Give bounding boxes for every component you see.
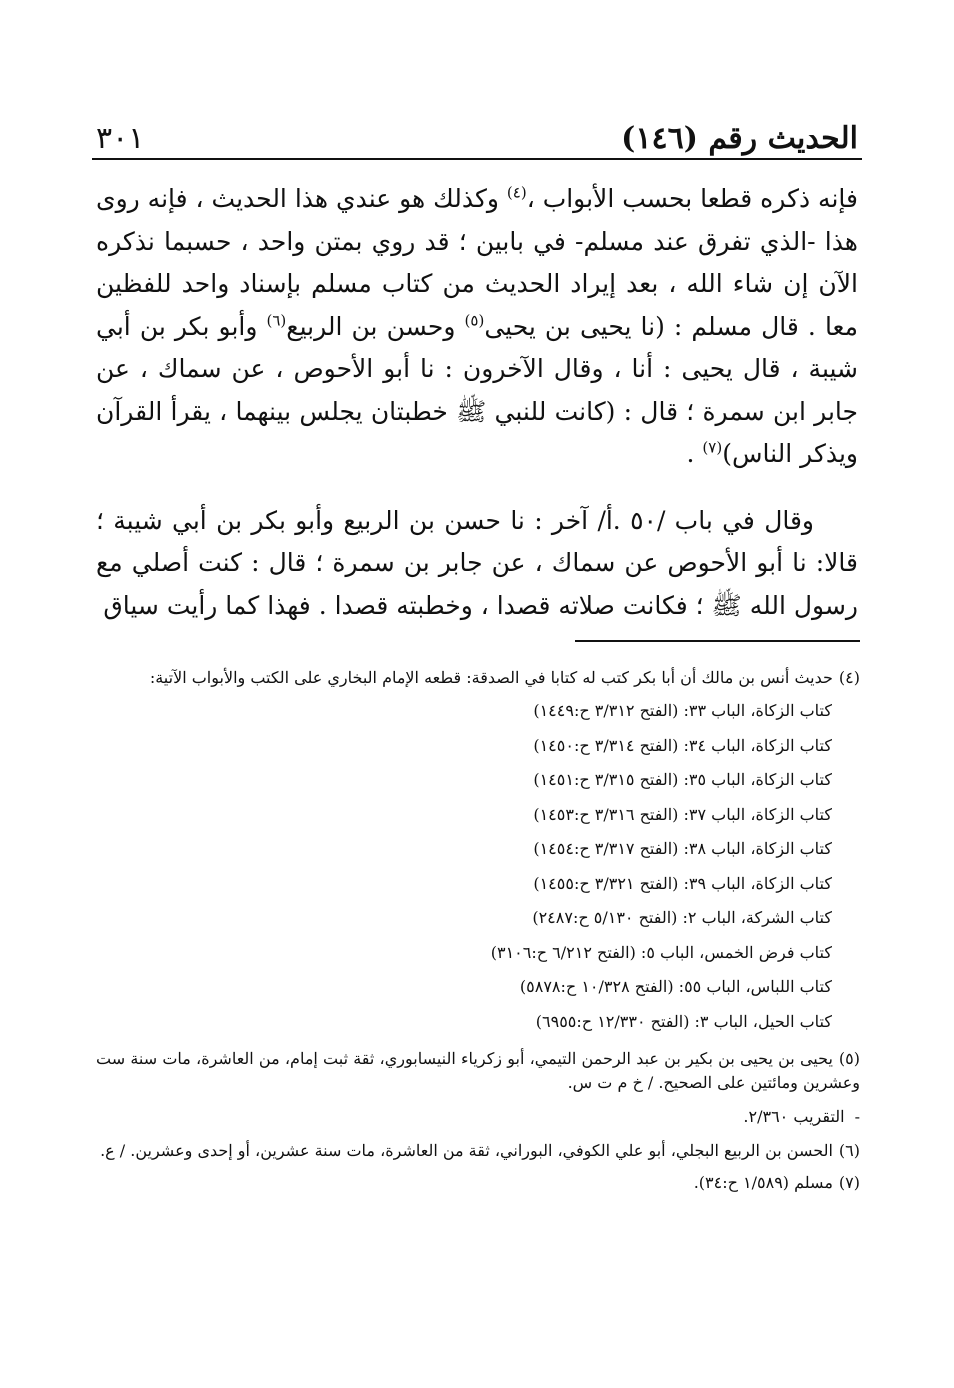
list-item: كتاب الزكاة، الباب ٣٧: (الفتح ٣/٣١٦ ح:١٤٥٣) <box>533 804 832 824</box>
footnote-text: مسلم (١/٥٨٩ ح:٣٤). <box>693 1173 833 1192</box>
footnote-5-source <box>96 1103 860 1131</box>
footnote-ref-6[interactable]: (٦) <box>266 311 287 330</box>
page-header <box>96 106 858 156</box>
footnote-number: (٧) <box>838 1173 860 1192</box>
footnotes <box>96 666 860 1203</box>
footnote-ref-5[interactable]: (٥) <box>464 311 485 330</box>
list-item: كتاب الحيل، الباب ٣: (الفتح ١٢/٣٣٠ ح:٦٩٥٥) <box>535 1011 832 1031</box>
list-item: كتاب الزكاة، الباب ٣٤: (الفتح ٣/٣١٤ ح:١٤٥٠) <box>533 735 832 755</box>
list-item: كتاب اللباس، الباب ٥٥: (الفتح ١٠/٣٢٨ ح:٥٨٧٨) <box>519 977 832 996</box>
text-run: وحسن بن الربيع <box>286 311 465 341</box>
page-number: ٣٠١ <box>96 121 145 156</box>
paragraph-2: وقال في باب /٥٠ .أ/ آخر : نا حسن بن الربيع وأبو بكر بن أبي شيبة ؛ قالا: نا أبو الأحوص عن سماك ، عن جابر بن سمرة ؛ قال : كنت أصلي مع رسول الله ﷺ ؛ فكانت صلاته قصدا ، وخطبته قصدا . فهذا كما رأيت سياق <box>96 505 858 620</box>
list-item: كتاب فرض الخمس، الباب ٥: (الفتح ٦/٢١٢ ح:٣١٠٦) <box>490 942 832 962</box>
paragraph-1 <box>96 178 858 476</box>
footnote-ref-7[interactable]: (٧) <box>702 438 723 457</box>
footnote-6 <box>96 1139 860 1163</box>
list-item: كتاب الزكاة، الباب ٣٥: (الفتح ٣/٣١٥ ح:١٤٥١) <box>533 770 832 789</box>
text-run: وأبو بكر بن أبي شيبة ، قال يحيى : أنا ، وقال الآخرون : نا أبو الأحوص ، عن سماك ، عن جابر ابن سمرة ؛ قال : (كانت للنبي ﷺ خطبتان يجلس بينهما ، يقرأ القرآن ويذكر الناس) <box>96 311 858 468</box>
footnote-divider <box>575 640 860 642</box>
source-text: التقريب ٢/٣٦٠. <box>743 1107 845 1126</box>
footnote-5 <box>96 1047 860 1095</box>
list-item: كتاب الزكاة، الباب ٣٣: (الفتح ٣/٣١٢ ح:١٤٤٩) <box>533 701 832 720</box>
citation-list <box>96 694 860 1039</box>
footnote-number: (٥) <box>838 1049 860 1068</box>
footnote-text: الحسن بن الربيع البجلي، أبو علي الكوفي، البوراني، ثقة من العاشرة، مات سنة عشرين، أو إحدى وعشرين. / ع. <box>100 1141 833 1160</box>
list-item: كتاب الشركة، الباب ٢: (الفتح ٥/١٣٠ ح:٢٤٨٧) <box>532 908 832 927</box>
footnote-text: حديث أنس بن مالك أن أبا بكر كتب له كتابا في الصدقة: قطعه الإمام البخاري على الكتب والأبواب الآتية: <box>149 668 833 687</box>
footnote-number: (٦) <box>838 1141 860 1160</box>
text-run: . <box>686 439 703 468</box>
footnote-text: يحيى بن يحيى بن بكير بن عبد الرحمن التيمي، أبو زكرياء النيسابوري، ثقة ثبت إمام، من العاشرة، مات سنة ست وعشرين ومائتين على الصحيح. / خ م ت س. <box>96 1049 860 1092</box>
list-item: كتاب الزكاة، الباب ٣٨: (الفتح ٣/٣١٧ ح:١٤٥٤) <box>533 839 832 858</box>
footnote-7 <box>96 1171 860 1195</box>
header-divider <box>92 158 862 160</box>
footnote-4 <box>96 666 860 1039</box>
main-text <box>96 178 858 627</box>
footnote-ref-4[interactable]: (٤) <box>506 183 527 202</box>
footnote-number: (٤) <box>838 668 860 687</box>
source-dash: - <box>854 1107 860 1126</box>
text-run: وكذلك هو عندي هذا الحديث ، فإنه روى هذا -الذي تفرق عند مسلم- في بابين ؛ قد روي بمتن واحد ، حسبما نذكره الآن إن شاء الله ، بعد إيراد الحديث من كتاب مسلم بإسناد واحد للفظين معا . قال مسلم : (نا يحيى بن يحيى <box>96 184 859 341</box>
text-run: فإنه ذكره قطعا بحسب الأبواب ، <box>526 184 858 213</box>
list-item: كتاب الزكاة، الباب ٣٩: (الفتح ٣/٣٢١ ح:١٤٥٥) <box>533 873 832 893</box>
running-title: الحديث رقم (١٤٦) <box>621 121 858 156</box>
